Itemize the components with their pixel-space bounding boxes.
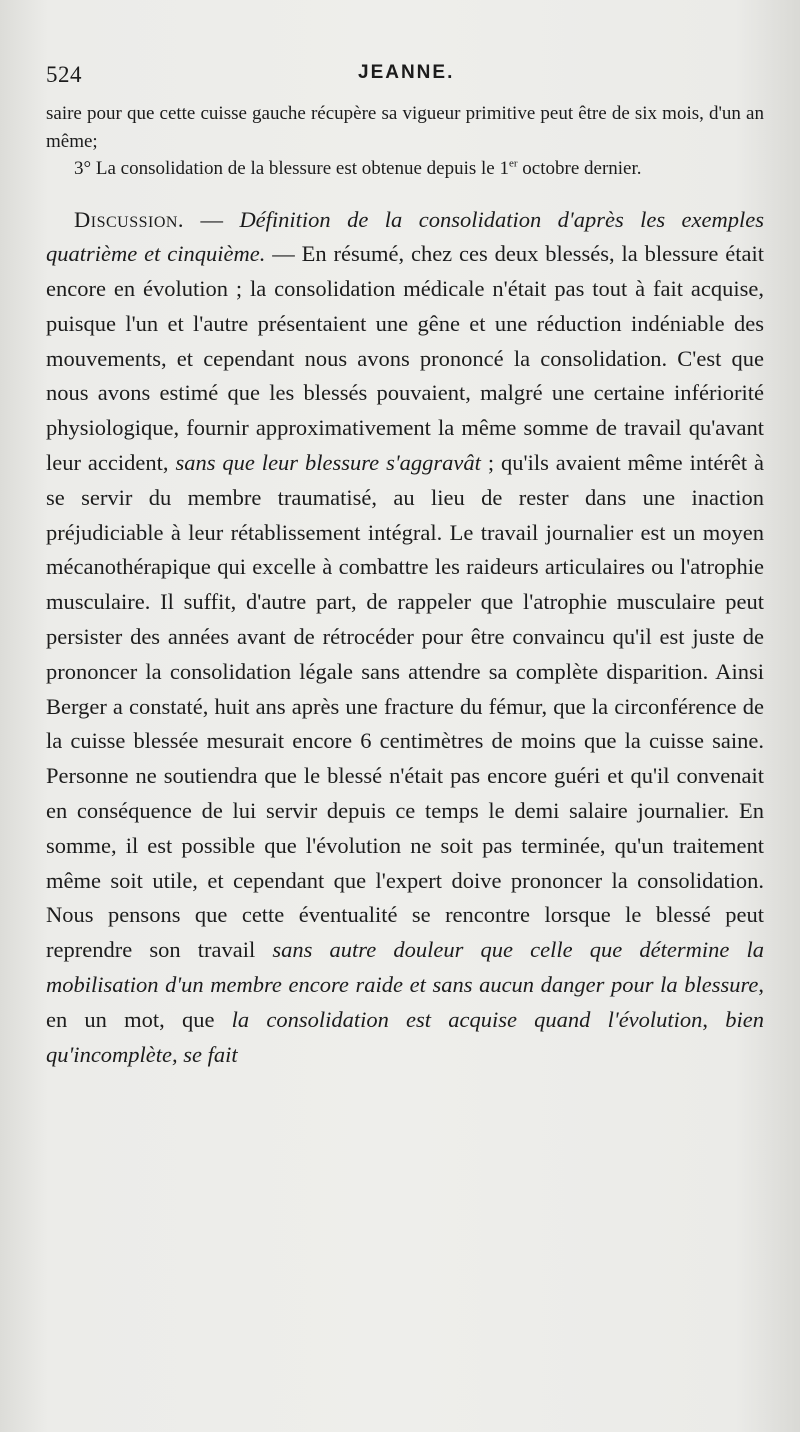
- running-title: JEANNE.: [358, 62, 455, 83]
- dash: —: [184, 206, 240, 232]
- body-text: ; qu'ils avaient même intérêt à se servir du membre traumatisé, au lieu de rester dans une inaction préjudiciable à leur rétablissement intégral. Le travail journalier est un moyen mécanothérapique qui excelle à combattre les raideurs articulaires ou l'atrophie musculaire. Il suffit, d'autre part, de rappeler que l'atrophie musculaire peut persister des années avant de rétrocéder pour être convaincu qu'il est juste de prononcer la consolidation légale sans attendre sa complète disparition. Ainsi Berger a constaté, huit ans après une fracture du fémur, que la circonférence de la cuisse blessée mesurait encore 6 centimètres de moins que la cuisse saine. Personne ne soutiendra que le blessé n'était pas encore guéri et qu'il convenait en conséquence de lui servir depuis ce temps le demi salaire journalier. En somme, il est possible que l'évolution ne soit pas terminée, qu'un traitement même soit utile, et cependant que l'expert doive prononcer la consolidation. Nous pensons que cette éventualité se rencontre lorsque le blessé peut reprendre son travail: [46, 450, 764, 963]
- page-number: 524: [46, 62, 82, 87]
- intro-block: [46, 100, 764, 183]
- item-3-superscript: er: [509, 157, 518, 170]
- italic-phrase: sans autre douleur que celle que détermine la mobilisation d'un membre encore raide et sans aucun danger pour la blessure: [46, 937, 764, 998]
- italic-phrase: sans que leur blessure s'aggravât: [175, 450, 481, 476]
- item-3-text: 3° La consolidation de la blessure est obtenue depuis le 1: [74, 158, 509, 179]
- discussion-heading: Définition de la consolidation d'après les exemples quatrième et cinquième.: [46, 206, 765, 267]
- running-head: [46, 58, 764, 92]
- item-3-paragraph: [46, 155, 764, 183]
- body-text: En résumé, chez ces deux blessés, la blessure était encore en évolution ; la consolidation médicale n'était pas tout à fait acquise, puisque l'un et l'autre présentaient une gêne et une réduction indéniable des mouvements, et cependant nous avons prononcé la consolidation. C'est que nous avons estimé que les blessés pouvaient, malgré une certaine infériorité physiologique, fournir approximativement la même somme de travail qu'avant leur accident,: [46, 241, 764, 476]
- discussion-label: Discussion.: [74, 206, 185, 232]
- discussion-paragraph: [46, 203, 764, 1073]
- body-text: ,: [702, 1006, 726, 1032]
- intro-paragraph: saire pour que cette cuisse gauche récupère sa vigueur primitive peut être de six mois, d'un an même;: [46, 103, 764, 152]
- item-3-text-end: octobre dernier.: [517, 158, 642, 179]
- body-text: , en un mot, que: [46, 972, 764, 1032]
- italic-phrase: la consolidation est acquise quand l'évolution: [231, 1006, 703, 1032]
- discussion-section: [46, 203, 764, 1073]
- italic-phrase: bien qu'incomplète, se fait: [46, 1006, 764, 1067]
- dash: —: [265, 241, 302, 267]
